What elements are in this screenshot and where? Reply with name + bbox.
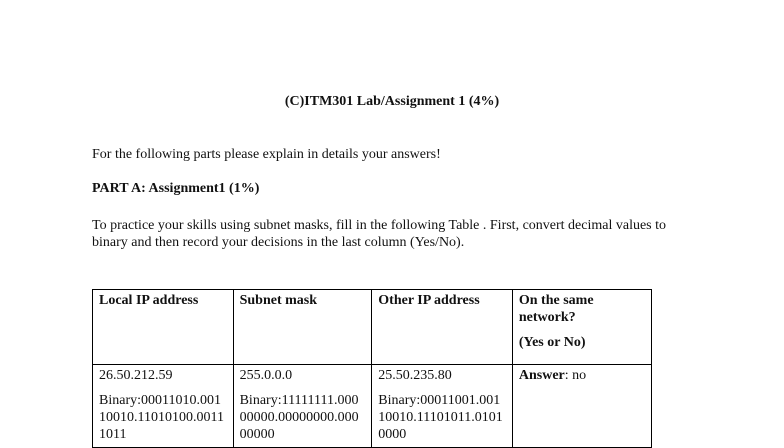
intro-text: For the following parts please explain in details your answers! — [92, 147, 441, 162]
local-ip-binary: Binary:00011010.00110010.11010100.00111011 — [99, 393, 224, 442]
instructions-text: To practice your skills using subnet masks, fill in the following Table . First, convert decimal values to binary and then record your decisions in the last column (Yes/No). — [92, 218, 667, 250]
document-title: (C)ITM301 Lab/Assignment 1 (4%) — [284, 94, 500, 109]
answer-label: Answer — [518, 368, 565, 383]
header-local-ip-label: Local IP address — [99, 293, 199, 308]
part-heading: PART A: Assignment1 (1%) — [92, 181, 260, 196]
cell-answer — [512, 365, 651, 448]
header-local-ip — [93, 290, 234, 365]
cell-local-ip — [93, 365, 234, 448]
header-subnet-mask-label: Subnet mask — [239, 293, 318, 308]
other-ip-decimal: 25.50.235.80 — [378, 368, 452, 383]
header-same-network-options: (Yes or No) — [518, 335, 586, 350]
header-other-ip-label: Other IP address — [378, 293, 480, 308]
header-subnet-mask — [233, 290, 372, 365]
header-same-network-question: On the same network? — [518, 293, 594, 325]
table-header-row — [93, 290, 652, 365]
answer-value: : no — [564, 368, 587, 383]
subnet-mask-binary: Binary:11111111.00000000.00000000.00000000 — [239, 393, 359, 442]
header-other-ip — [372, 290, 513, 365]
cell-other-ip — [372, 365, 513, 448]
subnet-mask-decimal: 255.0.0.0 — [239, 368, 293, 383]
other-ip-binary: Binary:00011001.00110010.11101011.01010000 — [378, 393, 503, 442]
table-row — [93, 365, 652, 448]
cell-subnet-mask — [233, 365, 372, 448]
answer-text — [519, 367, 645, 384]
header-same-network — [512, 290, 651, 365]
local-ip-decimal: 26.50.212.59 — [99, 368, 173, 383]
subnet-table — [92, 289, 652, 448]
